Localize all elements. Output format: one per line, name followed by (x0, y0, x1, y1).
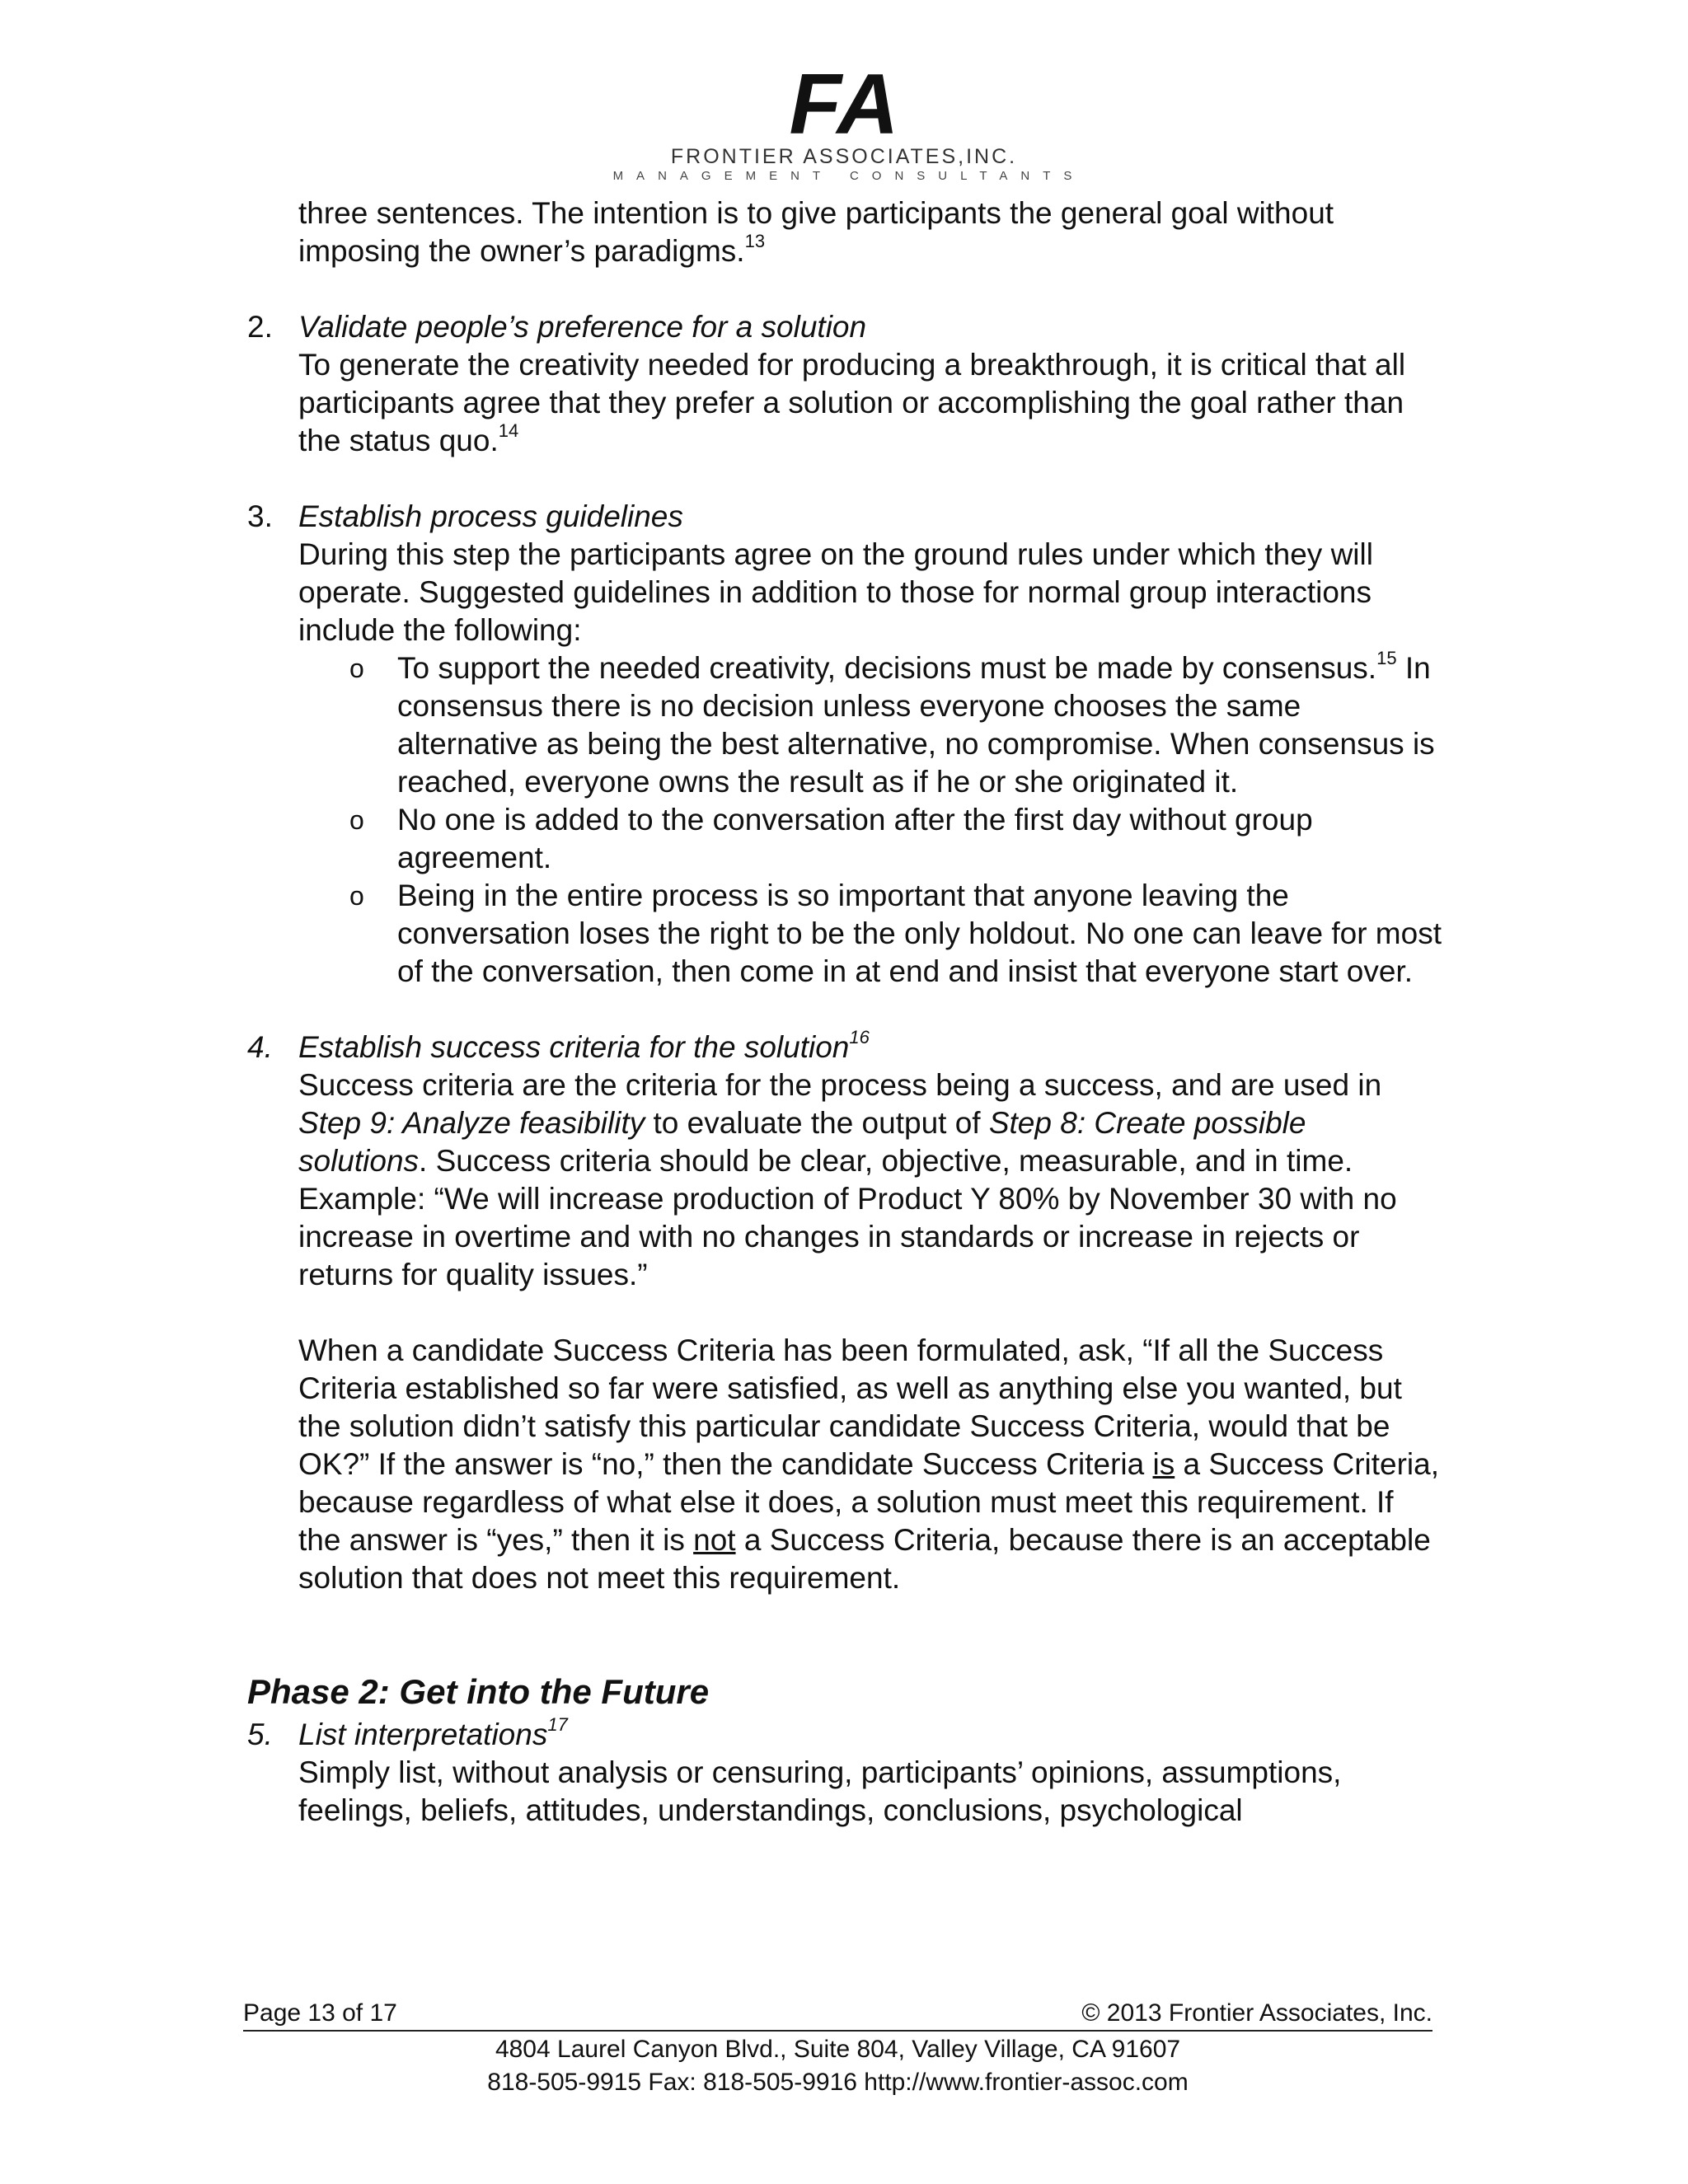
guidelines-list (298, 649, 1442, 991)
page-number: Page 13 of 17 (243, 1999, 397, 2027)
footnote-ref: 17 (547, 1714, 568, 1735)
step-title: Validate people’s preference for a solution (298, 310, 867, 344)
step-body: To generate the creativity needed for producing a breakthrough, it is critical that all participants agree that they prefer a solution or accomplishing the goal rather than the status quo.$^{14}$ (298, 348, 1406, 457)
step-2 (247, 308, 1442, 460)
footnote-ref: 14 (498, 420, 519, 441)
document-body (247, 194, 1442, 1830)
step-title: Establish process guidelines (298, 499, 683, 533)
bullet-marker: o (349, 805, 364, 835)
step-number: 4. (247, 1030, 273, 1064)
footnote-ref: 15 (1376, 648, 1397, 668)
intro-paragraph: three sentences. The intention is to give participants the general goal without imposing the owner’s paradigms.$^{13}$ (298, 196, 1334, 268)
phase-heading: Phase 2: Get into the Future (247, 1672, 710, 1711)
footer-contact: 818-505-9915 Fax: 818-505-9916 http://www.frontier-assoc.com (487, 2069, 1189, 2096)
step-body: During this step the participants agree on the ground rules under which they will operate. Suggested guidelines in addition to those for normal group interactions include the following: (298, 537, 1373, 647)
list-item: o Being in the entire process is so important that anyone leaving the conversation loses the right to be the only holdout. No one can leave for most of the conversation, then come in at end and insist that everyone start over. (349, 879, 1442, 988)
footnote-ref: 13 (744, 231, 766, 251)
frontier-associates-logo (766, 68, 922, 140)
footer-row (243, 1999, 1432, 2032)
bullet-marker: o (349, 654, 364, 683)
logo-text: FA (789, 68, 899, 140)
step-number: 3. (247, 499, 273, 533)
step-4 (247, 1029, 1442, 1597)
footer-address: 4804 Laurel Canyon Blvd., Suite 804, Valley Village, CA 91607 (495, 2036, 1181, 2063)
step-5 (247, 1716, 1442, 1830)
list-item: o To support the needed creativity, decisions must be made by consensus.$^{15}$ In consensus there is no decision unless everyone chooses the same alternative as being the best alternative, no compromise. When consensus is reached, everyone owns the result as if he or she originated it. (349, 648, 1435, 799)
step-body-2: When a candidate Success Criteria has been formulated, ask, “If all the Success Criteria established so far were satisfied, as well as anything else you wanted, but the solution didn’t satisfy this particular candidate Success Criteria, would that be OK?” If the answer is “no,” then the candidate Success Criteria is a Success Criteria, because regardless of what else it does, a solution must meet this requirement. If the answer is “yes,” then it is not a Success Criteria, because there is an acceptable solution that does not meet this requirement. (298, 1333, 1440, 1595)
company-tagline: MANAGEMENT CONSULTANTS (612, 169, 1085, 183)
list-item: o No one is added to the conversation after the first day without group agreement. (349, 803, 1313, 874)
letterhead (0, 68, 1688, 185)
step-title: Establish success criteria for the solution$^{16}$ (298, 1027, 870, 1064)
step-number: 2. (247, 310, 273, 344)
company-name: FRONTIER ASSOCIATES,INC. (670, 145, 1018, 168)
copyright: © 2013 Frontier Associates, Inc. (1081, 1999, 1432, 2027)
step-3 (247, 498, 1442, 991)
step-number: 5. (247, 1718, 273, 1751)
page-footer (243, 1999, 1432, 2097)
step-body: Simply list, without analysis or censuring, participants’ opinions, assumptions, feelings, beliefs, attitudes, understandings, conclusions, psychological (298, 1755, 1342, 1827)
bullet-marker: o (349, 881, 364, 911)
step-body: Success criteria are the criteria for the process being a success, and are used in Step 9: Analyze feasibility to evaluate the output of Step 8: Create possible solutions. Success criteria should be clear, objective, measurable, and in time. Example: “We will increase production of Product Y 80% by November 30 with no increase in overtime and with no changes in standards or increase in rejects or returns for quality issues.” (298, 1068, 1397, 1291)
footnote-ref: 16 (849, 1027, 870, 1047)
step-title: List interpretations$^{17}$ (298, 1714, 568, 1751)
